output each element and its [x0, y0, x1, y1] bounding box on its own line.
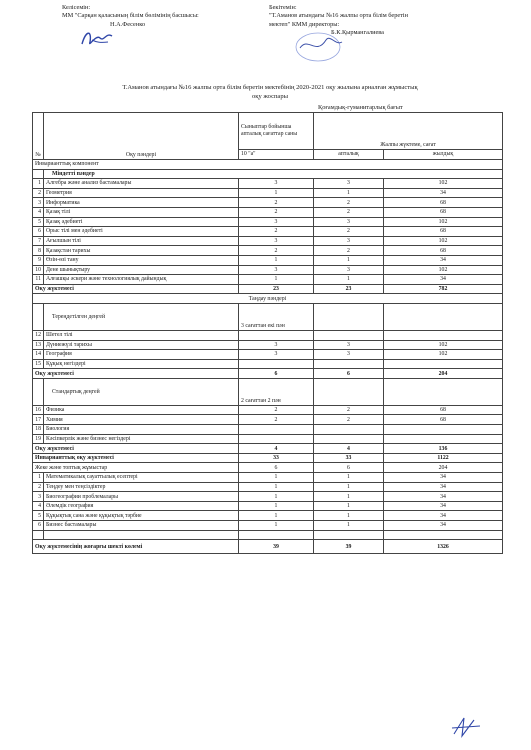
individual-yearly: 204 — [384, 463, 503, 473]
subject-yearly — [384, 434, 503, 444]
subject-row — [33, 501, 503, 511]
subject-number: 12 — [33, 330, 44, 340]
approval-name: Н.А.Фесенко — [110, 20, 146, 28]
subject-yearly: 68 — [384, 415, 503, 425]
empty-cell — [384, 530, 503, 540]
subject-name: Биология — [44, 425, 239, 435]
subject-name: Физика — [44, 405, 239, 415]
approve-school: "Т.Аманов атындағы №16 жалпы орта білім беретін — [269, 12, 409, 20]
subject-yearly — [384, 425, 503, 435]
empty-cell — [314, 303, 384, 330]
subject-hours — [239, 434, 314, 444]
subject-yearly: 68 — [384, 207, 503, 217]
spacer-row — [33, 530, 503, 540]
invariant-label: Инварианттық компонент — [33, 160, 503, 170]
individual-hours: 6 — [239, 463, 314, 473]
standard-label: Стандартық деңгей — [44, 378, 239, 405]
max-load-row — [33, 540, 503, 554]
approve-label: Бекітемін: — [269, 4, 297, 11]
subject-hours: 3 — [239, 217, 314, 227]
subject-yearly: 34 — [384, 473, 503, 483]
subject-name: Ағылшын тілі — [44, 236, 239, 246]
subject-row — [33, 511, 503, 521]
subject-row — [33, 265, 503, 275]
subject-number: 6 — [33, 521, 44, 531]
subject-yearly: 34 — [384, 501, 503, 511]
subject-yearly: 102 — [384, 217, 503, 227]
subject-name: Орыс тілі мен әдебиеті — [44, 227, 239, 237]
invariant-row — [33, 160, 503, 170]
bottom-signature-icon — [448, 712, 488, 742]
subject-row — [33, 350, 503, 360]
subject-yearly: 102 — [384, 265, 503, 275]
subject-hours: 2 — [239, 227, 314, 237]
header-class: 10 "а" — [239, 149, 314, 159]
subject-name: Бизнес бастамалары — [44, 521, 239, 531]
subject-number: 1 — [33, 179, 44, 189]
subject-weekly — [314, 434, 384, 444]
subject-weekly: 3 — [314, 265, 384, 275]
elective-label: Таңдау пәндері — [33, 294, 503, 304]
subject-yearly: 68 — [384, 405, 503, 415]
load-yearly: 204 — [384, 369, 503, 379]
subject-name: Кәсіпкерлік және бизнес негіздері — [44, 434, 239, 444]
max-load-hours: 39 — [239, 540, 314, 554]
header-row-1 — [33, 113, 503, 150]
mandatory-label: Міндетті пәндер — [44, 169, 503, 179]
subject-hours: 2 — [239, 246, 314, 256]
subject-row — [33, 359, 503, 369]
max-load-label: Оқу жүктемесінің жоғарғы шекті көлемі — [33, 540, 239, 554]
subject-weekly: 2 — [314, 415, 384, 425]
subject-weekly: 1 — [314, 255, 384, 265]
subject-weekly: 2 — [314, 227, 384, 237]
subject-row — [33, 405, 503, 415]
subject-weekly: 1 — [314, 275, 384, 285]
subject-weekly: 1 — [314, 501, 384, 511]
subject-row — [33, 275, 503, 285]
subject-name: Құқықтық сана және құқықтық тәрбие — [44, 511, 239, 521]
subject-hours: 2 — [239, 415, 314, 425]
subject-name: Шетел тілі — [44, 330, 239, 340]
mandatory-row — [33, 169, 503, 179]
header-weekly-hours: Сыныптар бойынша апталық сағаттар саны — [239, 113, 314, 150]
subject-row — [33, 246, 503, 256]
subject-name: Қазақ әдебиеті — [44, 217, 239, 227]
subject-yearly: 68 — [384, 246, 503, 256]
empty-cell — [384, 378, 503, 405]
subject-weekly: 2 — [314, 198, 384, 208]
subject-number: 16 — [33, 405, 44, 415]
empty-cell — [33, 303, 44, 330]
subject-yearly: 68 — [384, 198, 503, 208]
subject-hours: 1 — [239, 255, 314, 265]
subject-name: Дене шынықтыру — [44, 265, 239, 275]
subject-hours: 1 — [239, 492, 314, 502]
load-row — [33, 444, 503, 454]
subject-number: 17 — [33, 415, 44, 425]
subject-hours: 2 — [239, 198, 314, 208]
subject-number: 13 — [33, 340, 44, 350]
empty-cell — [33, 378, 44, 405]
subject-yearly: 34 — [384, 275, 503, 285]
load-hours: 6 — [239, 369, 314, 379]
advanced-level-row — [33, 303, 503, 330]
subject-row — [33, 255, 503, 265]
subject-name: Геометрия — [44, 188, 239, 198]
subject-name: Қазақ тілі — [44, 207, 239, 217]
subject-hours: 3 — [239, 179, 314, 189]
subject-row — [33, 521, 503, 531]
subject-yearly: 102 — [384, 236, 503, 246]
subject-weekly: 3 — [314, 340, 384, 350]
subject-weekly: 2 — [314, 246, 384, 256]
document-title — [40, 84, 500, 101]
subject-weekly: 3 — [314, 236, 384, 246]
subject-name: Биогеографии проблемалары — [44, 492, 239, 502]
subject-name: Химия — [44, 415, 239, 425]
subject-name: Математикалық сауаттылық есептері — [44, 473, 239, 483]
subject-number: 8 — [33, 246, 44, 256]
subject-name: Өзін-өзі тану — [44, 255, 239, 265]
subject-yearly: 34 — [384, 492, 503, 502]
header-weekly: апталық — [314, 149, 384, 159]
subject-number: 7 — [33, 236, 44, 246]
subject-number: 18 — [33, 425, 44, 435]
individual-label: Жеке және топтық жұмыстар — [33, 463, 239, 473]
subject-number: 4 — [33, 207, 44, 217]
individual-work-row — [33, 463, 503, 473]
subject-row — [33, 340, 503, 350]
subject-hours: 1 — [239, 521, 314, 531]
subject-row — [33, 330, 503, 340]
subject-yearly: 34 — [384, 188, 503, 198]
standard-level-row — [33, 378, 503, 405]
subject-hours: 1 — [239, 275, 314, 285]
subject-yearly: 34 — [384, 511, 503, 521]
load-weekly: 4 — [314, 444, 384, 454]
subject-hours — [239, 425, 314, 435]
subject-row — [33, 198, 503, 208]
individual-weekly: 6 — [314, 463, 384, 473]
school-stamp-icon — [290, 30, 350, 64]
empty-cell — [239, 530, 314, 540]
subject-hours: 2 — [239, 207, 314, 217]
advanced-label: Тереңдетілген деңгей — [44, 303, 239, 330]
subject-number: 3 — [33, 492, 44, 502]
subject-number: 15 — [33, 359, 44, 369]
subject-row — [33, 482, 503, 492]
left-signature-icon — [78, 28, 118, 50]
subject-name: Әлемдік география — [44, 501, 239, 511]
invariant-load-label: Инварианттық оқу жүктемесі — [33, 453, 239, 463]
subject-weekly: 1 — [314, 492, 384, 502]
approval-label: Келісемін: — [62, 4, 91, 11]
subject-hours: 3 — [239, 236, 314, 246]
invariant-load-row — [33, 453, 503, 463]
subject-hours: 1 — [239, 482, 314, 492]
subject-name: Информатика — [44, 198, 239, 208]
header-subjects: Оқу пәндері — [44, 113, 239, 160]
title-line-2: оқу жоспары — [252, 92, 288, 100]
subject-hours — [239, 330, 314, 340]
curriculum-table — [32, 112, 503, 554]
subject-weekly — [314, 425, 384, 435]
load-hours: 23 — [239, 284, 314, 294]
subject-row — [33, 207, 503, 217]
subject-number: 1 — [33, 473, 44, 483]
subject-yearly: 102 — [384, 179, 503, 189]
subject-row — [33, 188, 503, 198]
subject-row — [33, 236, 503, 246]
header-yearly: жылдық — [384, 149, 503, 159]
header-load: Жалпы жүктеме, сағат — [314, 113, 503, 150]
subject-weekly: 1 — [314, 511, 384, 521]
subject-hours: 1 — [239, 473, 314, 483]
subject-weekly: 1 — [314, 188, 384, 198]
load-hours: 4 — [239, 444, 314, 454]
subject-weekly — [314, 330, 384, 340]
subject-row — [33, 217, 503, 227]
empty-cell — [314, 378, 384, 405]
subject-weekly: 3 — [314, 217, 384, 227]
subject-yearly: 102 — [384, 350, 503, 360]
approval-position: ММ "Сарқан қаласының білім бөлімінің басшысы: — [62, 12, 199, 20]
subject-hours: 3 — [239, 265, 314, 275]
subject-number: 19 — [33, 434, 44, 444]
empty-cell — [33, 169, 44, 179]
empty-cell — [384, 303, 503, 330]
subject-row — [33, 425, 503, 435]
subject-weekly: 1 — [314, 482, 384, 492]
load-label: Оқу жүктемесі — [33, 284, 239, 294]
subject-name: Теңдеу мен теңсіздіктер — [44, 482, 239, 492]
approve-name: Б.К.Қырмангалиева — [331, 28, 384, 36]
load-label: Оқу жүктемесі — [33, 369, 239, 379]
subject-weekly: 2 — [314, 405, 384, 415]
subject-weekly: 3 — [314, 350, 384, 360]
subject-yearly: 34 — [384, 255, 503, 265]
subject-weekly: 1 — [314, 473, 384, 483]
subject-hours: 1 — [239, 511, 314, 521]
approval-block-left — [62, 4, 199, 29]
invariant-load-yearly: 1122 — [384, 453, 503, 463]
subject-hours: 3 — [239, 350, 314, 360]
empty-cell — [33, 530, 44, 540]
subject-number: 5 — [33, 511, 44, 521]
subject-row — [33, 179, 503, 189]
subject-row — [33, 492, 503, 502]
subject-row — [33, 415, 503, 425]
subject-number: 2 — [33, 188, 44, 198]
invariant-load-hours: 33 — [239, 453, 314, 463]
max-load-weekly: 39 — [314, 540, 384, 554]
subject-yearly: 34 — [384, 521, 503, 531]
subject-yearly: 34 — [384, 482, 503, 492]
subject-row — [33, 434, 503, 444]
load-row — [33, 284, 503, 294]
direction-label: Қоғамдық-гуманитарлық бағыт — [318, 104, 403, 111]
subject-name: Алғашқы әскери және технологиялық дайындық — [44, 275, 239, 285]
subject-name: Дүниежүзі тарихы — [44, 340, 239, 350]
subject-weekly — [314, 359, 384, 369]
empty-cell — [44, 530, 239, 540]
load-yearly: 136 — [384, 444, 503, 454]
subject-weekly: 2 — [314, 207, 384, 217]
subject-number: 6 — [33, 227, 44, 237]
advanced-hours: 3 сағаттан екі пән — [239, 303, 314, 330]
subject-name: География — [44, 350, 239, 360]
subject-yearly: 68 — [384, 227, 503, 237]
subject-row — [33, 473, 503, 483]
subject-name: Қазақстан тарихы — [44, 246, 239, 256]
subject-number: 9 — [33, 255, 44, 265]
load-weekly: 23 — [314, 284, 384, 294]
title-line-1: Т.Аманов атындағы №16 жалпы орта білім беретін мектебінің 2020-2021 оқу жылына арналған жұмыстық — [122, 84, 418, 91]
empty-cell — [314, 530, 384, 540]
load-weekly: 6 — [314, 369, 384, 379]
subject-yearly — [384, 359, 503, 369]
subject-hours — [239, 359, 314, 369]
subject-number: 5 — [33, 217, 44, 227]
subject-hours: 3 — [239, 340, 314, 350]
load-row — [33, 369, 503, 379]
subject-number: 10 — [33, 265, 44, 275]
standard-hours: 2 сағаттан 2 пән — [239, 378, 314, 405]
subject-hours: 2 — [239, 405, 314, 415]
subject-hours: 1 — [239, 501, 314, 511]
subject-yearly: 102 — [384, 340, 503, 350]
subject-number: 4 — [33, 501, 44, 511]
load-yearly: 782 — [384, 284, 503, 294]
invariant-load-weekly: 33 — [314, 453, 384, 463]
approve-position: мектеп" КММ директоры: — [269, 20, 340, 28]
elective-row — [33, 294, 503, 304]
load-label: Оқу жүктемесі — [33, 444, 239, 454]
subject-hours: 1 — [239, 188, 314, 198]
subject-name: Құқық негіздері — [44, 359, 239, 369]
subject-yearly — [384, 330, 503, 340]
subject-row — [33, 227, 503, 237]
subject-name: Алгебра және анализ бастамалары — [44, 179, 239, 189]
subject-number: 11 — [33, 275, 44, 285]
subject-number: 3 — [33, 198, 44, 208]
header-num: № — [33, 113, 44, 160]
subject-weekly: 3 — [314, 179, 384, 189]
max-load-yearly: 1326 — [384, 540, 503, 554]
subject-number: 14 — [33, 350, 44, 360]
subject-number: 2 — [33, 482, 44, 492]
subject-weekly: 1 — [314, 521, 384, 531]
